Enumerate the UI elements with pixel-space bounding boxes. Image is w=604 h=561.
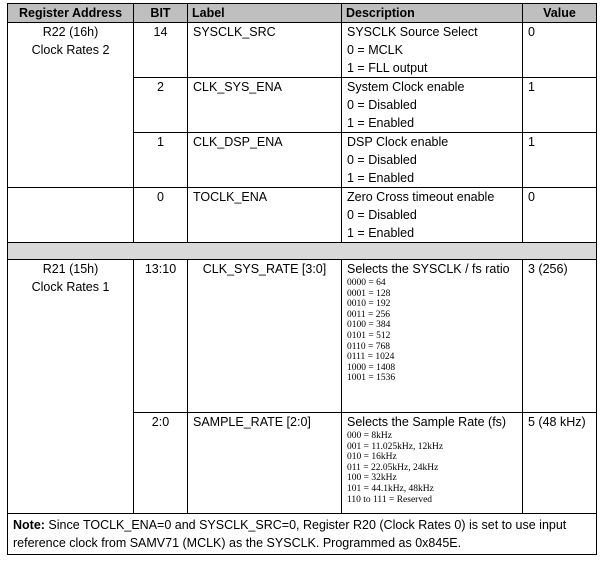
description-line: 1 = Enabled	[347, 116, 415, 130]
description-line: 1 = FLL output	[347, 61, 428, 75]
register-cell-r22	[8, 23, 134, 188]
value-cell: 0	[523, 188, 597, 243]
description-line: 0 = Disabled	[347, 208, 417, 222]
option-item: 0111 = 1024	[347, 352, 395, 363]
option-item: 0000 = 64	[347, 278, 386, 288]
header-value: Value	[523, 4, 597, 23]
note-cell	[8, 514, 597, 555]
bit-cell: 2:0	[134, 413, 188, 514]
option-item: 101 = 44.1kHz, 48kHz	[347, 483, 434, 494]
bit-cell: 1	[134, 133, 188, 188]
table-row	[8, 23, 597, 78]
separator-cell	[8, 243, 597, 260]
header-bit: BIT	[134, 4, 188, 23]
note-label: Note:	[13, 518, 45, 532]
description-cell	[342, 78, 523, 133]
bit-cell: 0	[134, 188, 188, 243]
table-row	[8, 188, 597, 243]
description-line: 0 = Disabled	[347, 98, 417, 112]
register-name: Clock Rates 2	[31, 43, 110, 57]
description-title: Selects the SYSCLK / fs ratio	[347, 262, 510, 276]
value-cell: 3 (256)	[523, 260, 597, 413]
option-item: 0011 = 256	[347, 309, 391, 320]
option-item: 0010 = 192	[347, 299, 391, 310]
description-line: System Clock enable	[347, 80, 465, 94]
option-item: 010 = 16kHz	[347, 452, 397, 463]
option-item: 0101 = 512	[347, 330, 391, 341]
register-name: Clock Rates 1	[31, 280, 110, 294]
description-cell	[342, 23, 523, 78]
description-line: DSP Clock enable	[347, 135, 449, 149]
description-line: Zero Cross timeout enable	[347, 190, 495, 204]
option-item: 000 = 8kHz	[347, 431, 392, 441]
register-table-container	[7, 3, 596, 555]
option-item: 100 = 32kHz	[347, 473, 397, 484]
description-line: 1 = Enabled	[347, 171, 415, 185]
header-label: Label	[188, 4, 342, 23]
bit-cell: 2	[134, 78, 188, 133]
note-row	[8, 514, 597, 555]
description-cell	[342, 413, 523, 514]
option-item: 011 = 22.05kHz, 24kHz	[347, 462, 439, 473]
description-title: Selects the Sample Rate (fs)	[347, 415, 507, 429]
header-register-address: Register Address	[8, 4, 134, 23]
label-cell: CLK_SYS_ENA	[188, 78, 342, 133]
bit-cell: 14	[134, 23, 188, 78]
description-cell	[342, 260, 523, 413]
note-text: Since TOCLK_ENA=0 and SYSCLK_SRC=0, Register R20 (Clock Rates 0) is set to use input reference clock from SAMV71 (MCLK) as the SYSCLK. Programmed as 0x845E.	[13, 518, 567, 550]
option-item: 0100 = 384	[347, 320, 391, 331]
separator-row	[8, 243, 597, 260]
option-list	[347, 278, 517, 384]
description-line: 1 = Enabled	[347, 226, 415, 240]
register-cell-empty	[8, 188, 134, 243]
header-description: Description	[342, 4, 523, 23]
option-item: 1001 = 1536	[347, 373, 396, 384]
register-address: R21 (15h)	[42, 262, 99, 276]
register-cell-r21	[8, 260, 134, 514]
value-cell: 1	[523, 78, 597, 133]
description-line: 0 = MCLK	[347, 43, 403, 57]
option-item: 001 = 11.025kHz, 12kHz	[347, 441, 444, 452]
description-cell	[342, 188, 523, 243]
option-item: 110 to 111 = Reserved	[347, 494, 433, 505]
bit-cell: 13:10	[134, 260, 188, 413]
value-cell: 5 (48 kHz)	[523, 413, 597, 514]
value-cell: 1	[523, 133, 597, 188]
option-list	[347, 431, 517, 505]
description-line: SYSCLK Source Select	[347, 25, 478, 39]
description-line: 0 = Disabled	[347, 153, 417, 167]
label-cell: CLK_DSP_ENA	[188, 133, 342, 188]
option-item: 0001 = 128	[347, 288, 391, 299]
label-cell: TOCLK_ENA	[188, 188, 342, 243]
label-cell: CLK_SYS_RATE [3:0]	[188, 260, 342, 413]
label-cell: SAMPLE_RATE [2:0]	[188, 413, 342, 514]
header-row	[8, 4, 597, 23]
description-cell	[342, 133, 523, 188]
table-row	[8, 260, 597, 413]
register-table	[7, 3, 597, 555]
value-cell: 0	[523, 23, 597, 78]
label-cell: SYSCLK_SRC	[188, 23, 342, 78]
option-item: 1000 = 1408	[347, 362, 396, 373]
register-address: R22 (16h)	[42, 25, 99, 39]
option-item: 0110 = 768	[347, 341, 391, 352]
